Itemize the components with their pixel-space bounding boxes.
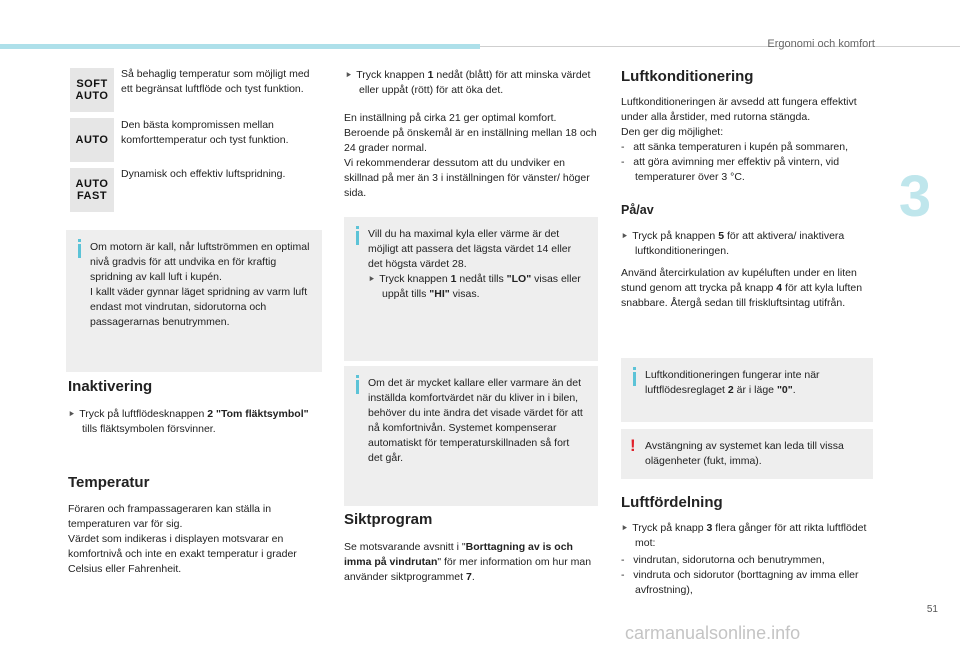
- mode-soft-auto-text: Så behaglig temperatur som möjligt med ett begränsat luftflöde och tyst funktion.: [121, 68, 310, 95]
- max-cooling-info-text: Vill du ha maximal kyla eller värme är det möjligt att passera det lägsta värdet 14 eller det högsta värdet 28.: [368, 228, 572, 270]
- arrow-bullet-icon: ⯈: [68, 409, 76, 419]
- luftkonditionering-p1: Luftkonditioneringen är avsedd att fungera effektivt under alla årstider, med rutorna stängda.: [621, 96, 857, 123]
- chapter-number: 3: [898, 164, 932, 229]
- list-item: - att sänka temperaturen i kupén på sommaren,: [621, 141, 849, 153]
- paav-step: ⯈ Tryck på knappen 5 för att aktivera/ inaktivera luftkonditioneringen.: [621, 230, 845, 257]
- temp-optimal-text: En inställning på cirka 21 ger optimal komfort. Beroende på önskemål är en inställning mellan 18 och 24 grader normal.: [344, 112, 597, 154]
- auto-fast-badge: AUTO FAST: [70, 168, 114, 212]
- header-accent-bar: [0, 44, 480, 49]
- arrow-bullet-icon: ⯈: [621, 523, 629, 533]
- ac-inactive-info-text: Luftkonditioneringen fungerar inte när luftflödesreglaget 2 är i läge "0".: [645, 369, 820, 396]
- info-icon: [356, 231, 359, 245]
- info-icon: [633, 372, 636, 386]
- inaktivering-title: Inaktivering: [68, 378, 153, 395]
- info-icon: [356, 380, 359, 394]
- luftkonditionering-p2: Den ger dig möjlighet:: [621, 126, 724, 138]
- temp-step-1: ⯈ Tryck knappen 1 nedåt (blått) för att minska värdet eller uppåt (rött) för att öka det.: [345, 69, 591, 96]
- max-cooling-info-box: [344, 217, 598, 361]
- arrow-bullet-icon: ⯈: [368, 274, 376, 284]
- watermark: carmanualsonline.info: [625, 623, 801, 643]
- temperatur-title: Temperatur: [68, 474, 150, 491]
- lo-hi-step: ⯈ Tryck knappen 1 nedåt tills "LO" visas eller uppåt tills "HI" visas.: [368, 273, 581, 300]
- luftfordelning-step: ⯈ Tryck på knapp 3 flera gånger för att rikta luftflödet mot:: [621, 522, 867, 549]
- list-item: - att göra avimning mer effektiv på vintern, vid temperaturer över 3 °C.: [621, 156, 840, 183]
- chapter-title: Ergonomi och komfort: [767, 38, 875, 50]
- cold-engine-info-box: [66, 230, 322, 372]
- luftkonditionering-title: Luftkonditionering: [621, 68, 754, 85]
- compensation-info-text: Om det är mycket kallare eller varmare än det inställda komfortvärdet när du kliver in i bilen, behöver du inte ändra det visade värdet för att nå komfortnivån. Systemet kompenserar automatiskt för temperaturskillnaden så fort det går.: [368, 377, 583, 464]
- auto-badge: AUTO: [70, 118, 114, 162]
- mode-auto-fast-text: Dynamisk och effektiv luftspridning.: [121, 168, 286, 180]
- warning-text: Avstängning av systemet kan leda till vissa olägenheter (fukt, imma).: [645, 440, 844, 467]
- list-item: - vindruta och sidorutor (borttagning av imma eller avfrostning),: [621, 569, 859, 596]
- header-rule: [480, 46, 960, 47]
- temp-difference-text: Vi rekommenderar dessutom att du undviker en skillnad på mer än 3 i inställningen för vänster/ höger sida.: [344, 157, 590, 199]
- luftkonditionering-list: [621, 140, 879, 185]
- luftfordelning-title: Luftfördelning: [621, 494, 723, 511]
- luftfordelning-list: [621, 553, 879, 598]
- compensation-info-box: [344, 366, 598, 506]
- paav-title: På/av: [621, 203, 654, 217]
- ac-inactive-info-box: [621, 358, 873, 422]
- warning-icon: !: [630, 436, 636, 455]
- arrow-bullet-icon: ⯈: [345, 70, 353, 80]
- temperatur-p2: Värdet som indikeras i displayen motsvarar en komfortnivå och inte en exakt temperatur i grader Celsius eller Fahrenheit.: [68, 533, 297, 575]
- soft-auto-badge: SOFT AUTO: [70, 68, 114, 112]
- info-icon: [78, 244, 81, 258]
- inaktivering-step: ⯈ Tryck på luftflödesknappen 2 "Tom fläktsymbol" tills fläktsymbolen försvinner.: [68, 408, 309, 435]
- cold-engine-info-text: Om motorn är kall, når luftströmmen en optimal nivå gradvis för att undvika en för kraftig spridning av kall luft i kupén. I kallt väder gynnar läget spridning av varm luft endast mot vindrutan, sidorutorna och passagerarnas benutrymmen.: [90, 241, 310, 328]
- arrow-bullet-icon: ⯈: [621, 231, 629, 241]
- page-number: 51: [926, 604, 938, 615]
- mode-auto-text: Den bästa kompromissen mellan komforttemperatur och tyst funktion.: [121, 119, 289, 146]
- list-item: - vindrutan, sidorutorna och benutrymmen,: [621, 554, 825, 566]
- siktprogram-text: Se motsvarande avsnitt i "Borttagning av is och imma på vindrutan" för mer information om hur man använder siktprogrammet 7.: [344, 541, 592, 583]
- warning-box: [621, 429, 873, 479]
- siktprogram-title: Siktprogram: [344, 511, 433, 528]
- temperatur-p1: Föraren och frampassageraren kan ställa in temperaturen var för sig.: [68, 503, 272, 530]
- recirculation-text: Använd återcirkulation av kupéluften under en liten stund genom att trycka på knapp 4 för att kyla luften snabbare. Återgå sedan till friskluftsintag utifrån.: [621, 267, 863, 309]
